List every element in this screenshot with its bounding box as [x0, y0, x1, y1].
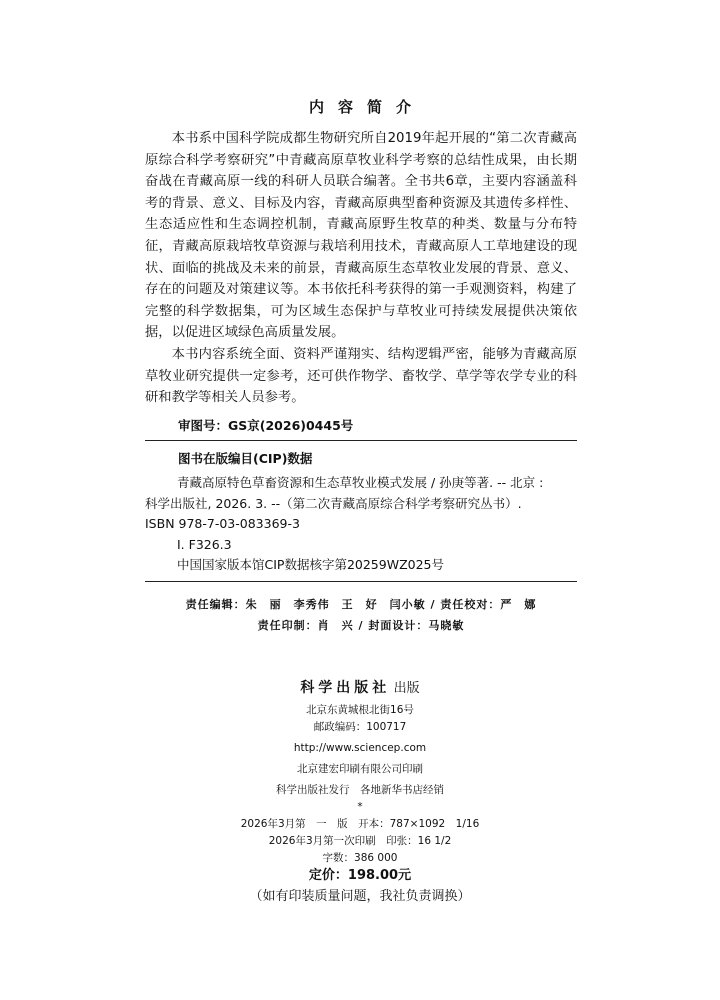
divider-top: [145, 440, 577, 441]
cip-title: 图书在版编目(CIP)数据: [178, 451, 313, 466]
page-title: 内容简介: [308, 98, 425, 116]
publisher-name: 科学出版社: [300, 680, 391, 696]
divider-bottom: [145, 581, 577, 582]
publisher-line: [0, 680, 720, 698]
editor-credits: [145, 594, 577, 636]
separator-star: *: [357, 801, 363, 813]
map-review-number: 审图号：GS京(2026)0445号: [178, 418, 354, 433]
editor-credits-line-1: 责任编辑：朱 丽 李秀伟 王 好 闫小敏 / 责任校对：严 娜: [185, 598, 537, 611]
publisher-postcode: 邮政编码：100717: [313, 721, 407, 733]
cip-line-record-number: 中国国家版本馆CIP数据核字第20259WZ025号: [177, 557, 444, 572]
cip-line-classification: Ⅰ. F326.3: [177, 536, 232, 552]
publisher-website: http://www.sciencep.com: [293, 742, 427, 754]
editor-credits-line-2: 责任印制：肖 兴 / 封面设计：马晓敏: [257, 619, 465, 632]
printing-info: 2026年3月第一次印刷 印张：16 1/2: [268, 835, 452, 847]
publisher-address: 北京东黄城根北街16号: [306, 704, 414, 716]
cip-line-publisher: 科学出版社, 2026. 3. --（第二次青藏高原综合科学考察研究丛书）.: [145, 495, 522, 511]
edition-info: 2026年3月第 一 版 开本：787×1092 1/16: [240, 818, 480, 830]
word-count: 字数：386 000: [322, 852, 398, 864]
publisher-name-suffix: 出版: [393, 681, 420, 696]
distribution-info: 科学出版社发行 各地新华书店经销: [276, 784, 444, 796]
quality-notice: （如有印装质量问题，我社负责调换）: [249, 889, 471, 904]
printer-name: 北京建宏印刷有限公司印刷: [297, 763, 423, 775]
cip-line-isbn: ISBN 978-7-03-083369-3: [145, 516, 300, 531]
cip-data: [145, 473, 577, 576]
book-summary: [145, 128, 577, 409]
price: 定价：198.00元: [308, 868, 412, 883]
summary-paragraph-2: 本书内容系统全面、资料严谨翔实、结构逻辑严密，能够为青藏高原草牧业研究提供一定参考，还可供作物学、畜牧学、草学等农学专业的科研和教学等相关人员参考。: [145, 346, 577, 406]
cip-line-title: 青藏高原特色草畜资源和生态草牧业模式发展 / 孙庚等著. -- 北京 :: [177, 475, 544, 490]
summary-paragraph-1: 本书系中国科学院成都生物研究所自2019年起开展的“第二次青藏高原综合科学考察研究”中青藏高原草牧业科学考察的总结性成果，由长期奋战在青藏高原一线的科研人员联合编著。全书共6章，主要内容涵盖科考的背景、意义、目标及内容，青藏高原典型畜种资源及其遗传多样性、生态适应性和生态调控机制，青藏高原野生牧草的种类、数量与分布特征，青藏高原栽培牧草资源与栽培利用技术，青藏高原人工草地建设的现状、面临的挑战及未来的前景，青藏高原生态草牧业发展的背景、意义、存在的问题及对策建议等。本书依托科考获得的第一手观测资料，构建了完整的科学数据集，可为区域生态保护与草牧业可持续发展提供决策依据，以促进区域绿色高质量发展。: [145, 131, 577, 341]
publisher-info: [0, 680, 720, 905]
